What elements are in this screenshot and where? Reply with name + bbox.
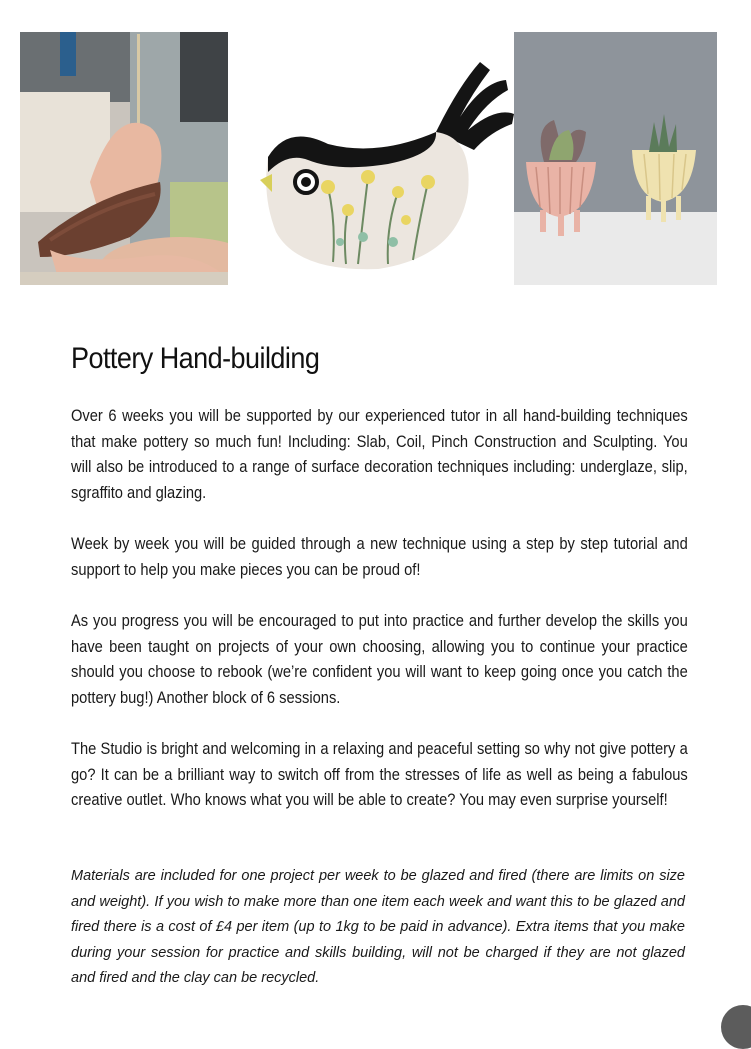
paragraph-overview: Over 6 weeks you will be supported by our experienced tutor in all hand-building techniques that make pottery so much fun! Including: Slab, Coil, Pinch Construction and Sculpting. You will also be introduced to a range of surface decoration techniques including: underglaze, slip, sgraffito and glazing. [71,407,688,502]
succulent-pots-photo [514,32,717,285]
paragraph-studio: The Studio is bright and welcoming in a relaxing and peaceful setting so why not give pottery a go? It can be a brilliant way to switch off from the stresses of life as well as being a fabulous creative outlet. Who knows what you will be able to create? You may even surprise yourself! [71,740,688,809]
course-description [71,404,711,840]
page-title: Pottery Hand-building [71,342,320,375]
materials-note: Materials are included for one project per week to be glazed and fired (there are limits on size and weight). If you wish to make more than one item each week and want this to be glazed and fired there is a cost of £4 per item (up to 1kg to be paid in advance). Extra items that you make during your session for practice and skills building, will not be charged if they are not glazed and fired and the clay can be recycled. [71,868,685,986]
paragraph-weekly: Week by week you will be guided through a new technique using a step by step tutorial and support to help you make pieces you can be proud of! [71,535,688,579]
scroll-button[interactable] [721,1005,751,1049]
photo-strip [20,32,717,285]
bird-vase-photo [228,32,514,285]
hands-shaping-clay-photo [20,32,228,285]
paragraph-progress: As you progress you will be encouraged to put into practice and further develop the skills you have been taught on projects of your own choosing, allowing you to continue your practice should you choose to rebook (we’re confident you will want to keep going once you catch the pottery bug!) Another block of 6 sessions. [71,612,688,707]
